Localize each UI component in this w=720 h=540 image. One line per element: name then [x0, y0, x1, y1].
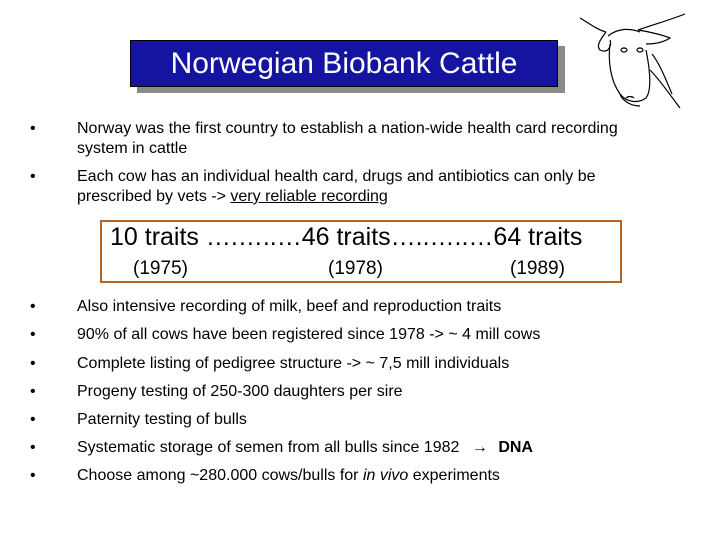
bullet-dot: •: [30, 467, 36, 484]
bullet-dot: •: [30, 355, 36, 372]
slide-title-text: Norwegian Biobank Cattle: [170, 46, 518, 80]
bullet-dot: •: [30, 298, 36, 315]
list-item-text: Paternity testing of bulls: [77, 411, 247, 428]
reliable-recording-underlined: very reliable recording: [230, 188, 388, 205]
list-item-text: Complete listing of pedigree structure -> ~ 7,5 mill individuals: [77, 355, 510, 372]
slide-title: [130, 40, 558, 87]
experiments-text-after: experiments: [408, 467, 500, 484]
intro-bullet-1-line2: system in cattle: [77, 140, 188, 157]
bullet-dot: •: [30, 168, 36, 185]
year-1975: (1975): [133, 258, 188, 279]
bullet-dot: •: [30, 411, 36, 428]
experiments-text-before: Choose among ~280.000 cows/bulls for: [77, 467, 363, 484]
bullet-dot: •: [30, 439, 36, 456]
intro-bullet-2-line1: Each cow has an individual health card, drugs and antibiotics can only be: [77, 168, 596, 185]
intro-bullet-2-line2: prescribed by vets ->: [77, 188, 231, 205]
list-item-text: Also intensive recording of milk, beef and reproduction traits: [77, 298, 502, 315]
in-vivo-italic: in vivo: [362, 467, 409, 484]
bullet-dot: •: [30, 326, 36, 343]
right-arrow-icon: →: [471, 439, 488, 456]
intro-bullet-1-line1: Norway was the first country to establish a nation-wide health card recording: [77, 120, 618, 137]
year-1978: (1978): [328, 258, 383, 279]
bullet-dot: •: [30, 383, 36, 400]
year-1989: (1989): [510, 258, 565, 279]
traits-timeline: 10 traits ….…..…46 traits…..…..…64 traits: [110, 223, 583, 251]
dna-label: DNA: [498, 439, 533, 456]
list-item-text: 90% of all cows have been registered since 1978 -> ~ 4 mill cows: [77, 326, 541, 343]
bullet-dot: •: [30, 120, 36, 137]
cow-illustration-icon: [560, 10, 700, 110]
list-item-text: Progeny testing of 250-300 daughters per sire: [77, 383, 403, 400]
semen-storage-text: Systematic storage of semen from all bulls since 1982: [77, 439, 460, 456]
